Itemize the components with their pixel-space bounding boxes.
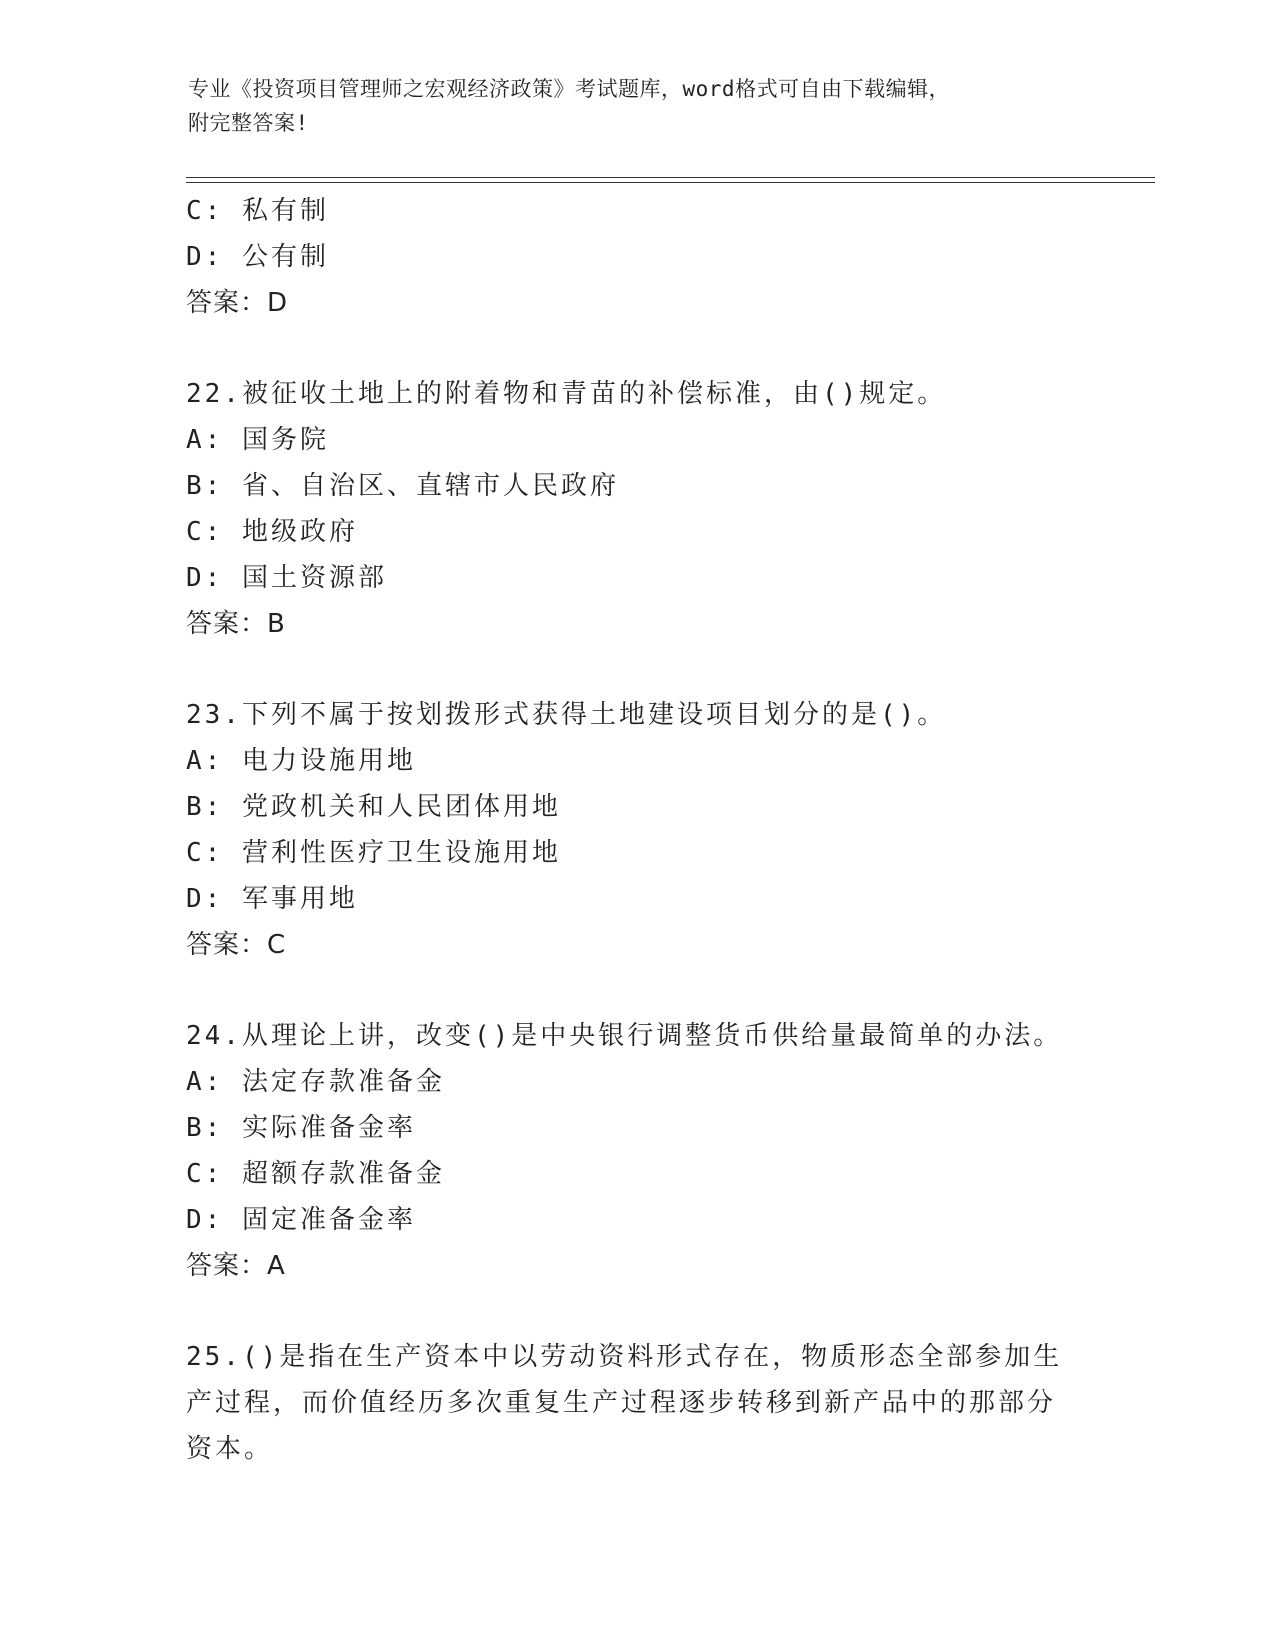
question-stem: 24.从理论上讲，改变()是中央银行调整货币供给量最简单的办法。 <box>186 1021 1063 1051</box>
option-line: D: 固定准备金率 <box>186 1205 416 1235</box>
item-spacer <box>186 647 1106 692</box>
header-line-1: 专业《投资项目管理师之宏观经济政策》考试题库，word格式可自由下载编辑， <box>188 77 951 101</box>
answer-line: 答案：C <box>186 930 287 960</box>
answer-line: 答案：D <box>186 288 289 318</box>
option-line: A: 法定存款准备金 <box>186 1067 445 1097</box>
answer-line: 答案：B <box>186 609 286 639</box>
option-line: D: 军事用地 <box>186 884 358 914</box>
answer-line: 答案：A <box>186 1251 286 1281</box>
option-line: A: 国务院 <box>186 425 329 455</box>
question-stem: 25.()是指在生产资本中以劳动资料形式存在，物质形态全部参加生产过程，而价值经历多次重复生产过程逐步转移到新产品中的那部分资本。 <box>186 1342 1063 1464</box>
option-line: C: 私有制 <box>186 196 329 226</box>
option-line: C: 地级政府 <box>186 517 358 547</box>
question-stem: 22.被征收土地上的附着物和青苗的补偿标准，由()规定。 <box>186 379 947 409</box>
option-line: B: 省、自治区、直辖市人民政府 <box>186 471 619 501</box>
option-line: B: 实际准备金率 <box>186 1113 416 1143</box>
option-line: B: 党政机关和人民团体用地 <box>186 792 561 822</box>
question-list <box>186 188 1106 1472</box>
header-divider-bottom <box>186 182 1155 183</box>
question-stem: 23.下列不属于按划拨形式获得土地建设项目划分的是()。 <box>186 700 947 730</box>
document-header <box>188 72 1088 140</box>
item-spacer <box>186 968 1106 1013</box>
item-spacer <box>186 1289 1106 1334</box>
option-line: D: 国土资源部 <box>186 563 387 593</box>
header-divider-top <box>186 177 1155 178</box>
item-spacer <box>186 326 1106 371</box>
option-line: D: 公有制 <box>186 242 329 272</box>
option-line: C: 营利性医疗卫生设施用地 <box>186 838 561 868</box>
header-line-2: 附完整答案! <box>188 111 309 135</box>
option-line: C: 超额存款准备金 <box>186 1159 445 1189</box>
option-line: A: 电力设施用地 <box>186 746 416 776</box>
